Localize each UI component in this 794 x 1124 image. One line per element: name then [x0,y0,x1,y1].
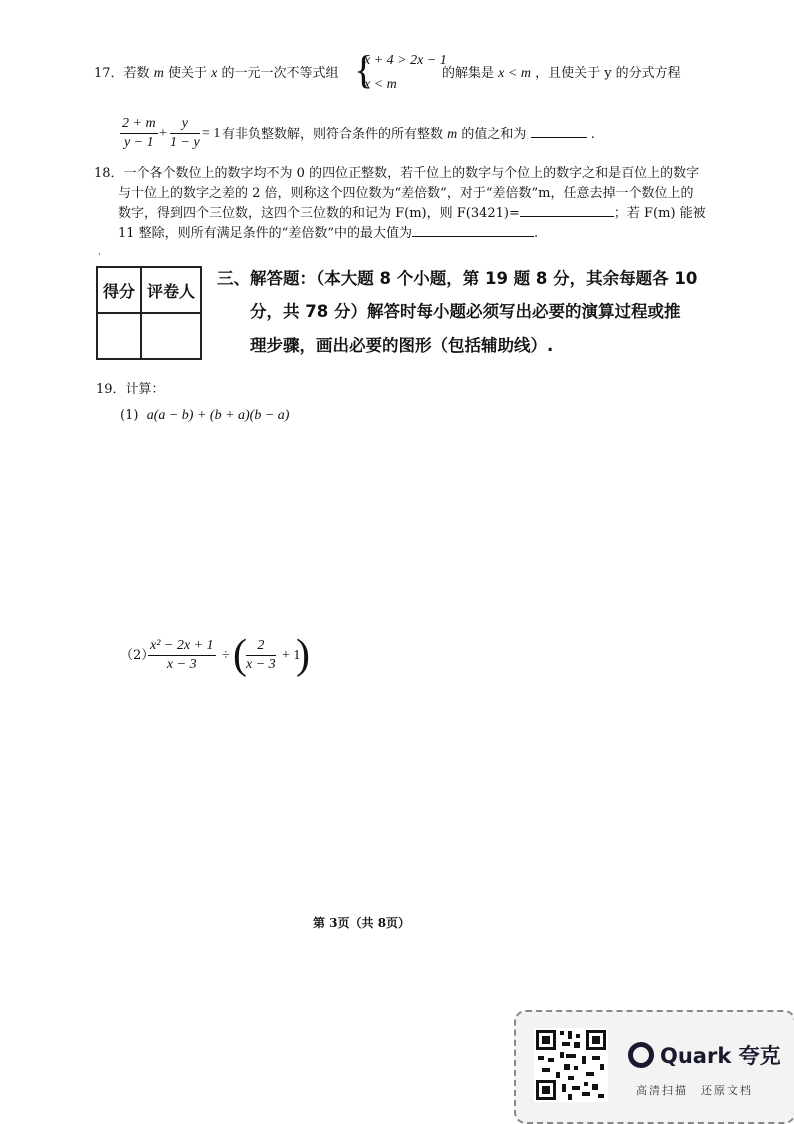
q19-part1: (1) a(a − b) + (b + a)(b − a) [120,408,290,423]
q17-equals: = 1 [202,126,221,141]
q19-title: 19．计算： [96,382,165,397]
q17-line1: 17．若数 m 使关于 x 的一元一次不等式组 [94,66,339,81]
stray-dot: · [98,250,101,260]
section3-line2: 分，共 78 分）解答时每小题必须写出必要的演算过程或推 [250,302,681,321]
q18-line1: 18．一个各个数位上的数字均不为 0 的四位正整数，若千位上的数字与个位上的数字之和是百位上的数字 [94,166,700,181]
score-table [96,266,202,360]
quark-brand: Quark 夸克 [660,1044,781,1068]
q19-part2-fraction: $\frac{\text{x² − 2x + 1}}{x - 3}$ [150,638,214,672]
quark-slogan: 高清扫描 还原文档 [636,1084,753,1097]
system-brace: { [354,47,374,92]
ineq-line1: x + 4 > 2x − 1 [364,53,447,68]
section3-line1: 三、解答题：（本大题 8 个小题，第 19 题 8 分，其余每题各 10 [217,269,698,288]
q18-line4: 11 整除，则所有满足条件的“差倍数”中的最大值为 . [118,226,539,241]
ineq-line2: x < m [364,77,397,92]
quark-watermark [514,1010,794,1124]
page-footer: 第 3页（共 8页） [313,916,411,930]
qr-code-icon [534,1028,608,1102]
grader-cell[interactable] [141,313,201,359]
q19-inner-fraction: $\frac{2}{x - 3}$ [246,638,276,672]
q17-line1-tail: 的解集是 x < m ，且使关于 y 的分式方程 [442,66,681,81]
score-cell[interactable] [97,313,141,359]
q19-divide-sign: ÷ [222,648,230,663]
q17-answer-blank[interactable] [531,137,587,138]
right-paren: ) [296,632,310,678]
left-paren: ( [233,632,247,678]
score-header: 得分 [97,267,141,313]
q19-plus-one: + 1 [282,648,301,663]
section3-line3: 理步骤，画出必要的图形（包括辅助线）. [250,336,554,355]
grader-header: 评卷人 [141,267,201,313]
q17-fraction-1: $\frac{2 + m}{y - 1}$ [122,116,156,150]
q18-line3: 数字，得到四个三位数，这四个三位数的和记为 F(m)，则 F(3421)= ；若 F(m) 能被 [118,206,706,221]
q18-answer-blank-1[interactable] [520,216,614,217]
q17-plus: + [159,126,167,141]
q19-part2-label: （2） [120,648,155,663]
q17-line2-text: 有非负整数解，则符合条件的所有整数 m 的值之和为 . [222,127,595,142]
quark-logo-icon [628,1042,654,1068]
q18-line2: 与十位上的数字之差的 2 倍，则称这个四位数为“差倍数”，对于“差倍数”m，任意去掉一个数位上的 [118,186,694,201]
q18-answer-blank-2[interactable] [412,236,534,237]
q17-fraction-2: $\frac{y}{1 - y}$ [170,116,200,150]
